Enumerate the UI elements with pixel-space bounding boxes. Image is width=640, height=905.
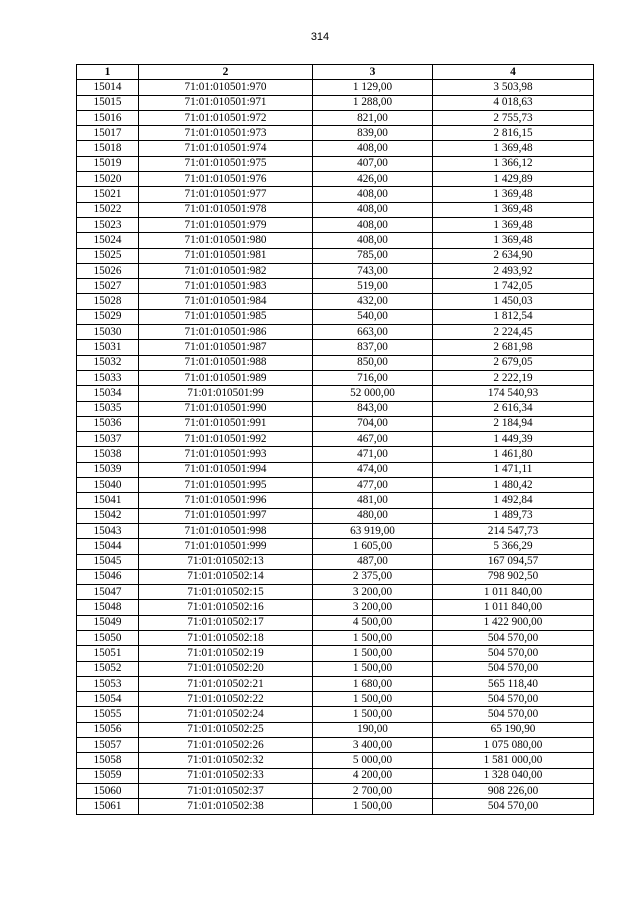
table-row	[77, 309, 594, 324]
table-row	[77, 248, 594, 263]
table-row	[77, 585, 594, 600]
cadastral-number-cell: 71:01:010502:32	[139, 753, 313, 768]
table-row	[77, 493, 594, 508]
area-cell: 1 288,00	[313, 95, 433, 110]
table-row	[77, 799, 594, 814]
area-cell: 704,00	[313, 416, 433, 431]
row-number-cell: 15049	[77, 615, 139, 630]
area-cell: 519,00	[313, 279, 433, 294]
area-cell: 1 500,00	[313, 707, 433, 722]
area-cell: 474,00	[313, 462, 433, 477]
table-row	[77, 416, 594, 431]
row-number-cell: 15030	[77, 325, 139, 340]
table-row	[77, 294, 594, 309]
area-cell: 3 200,00	[313, 585, 433, 600]
cadastral-number-cell: 71:01:010501:990	[139, 401, 313, 416]
area-cell: 432,00	[313, 294, 433, 309]
table-row	[77, 279, 594, 294]
cadastral-number-cell: 71:01:010501:992	[139, 432, 313, 447]
area-cell: 477,00	[313, 478, 433, 493]
row-number-cell: 15024	[77, 233, 139, 248]
row-number-cell: 15056	[77, 722, 139, 737]
cadastral-number-cell: 71:01:010501:988	[139, 355, 313, 370]
area-cell: 1 500,00	[313, 799, 433, 814]
value-cell: 167 094,57	[433, 554, 594, 569]
area-cell: 3 400,00	[313, 738, 433, 753]
cadastral-number-cell: 71:01:010501:972	[139, 110, 313, 125]
cadastral-number-cell: 71:01:010501:975	[139, 156, 313, 171]
cadastral-number-cell: 71:01:010502:19	[139, 646, 313, 661]
table-row	[77, 615, 594, 630]
table-row	[77, 110, 594, 125]
area-cell: 487,00	[313, 554, 433, 569]
value-cell: 908 226,00	[433, 783, 594, 798]
row-number-cell: 15053	[77, 676, 139, 691]
value-cell: 504 570,00	[433, 630, 594, 645]
value-cell: 5 366,29	[433, 539, 594, 554]
value-cell: 2 634,90	[433, 248, 594, 263]
value-cell: 504 570,00	[433, 707, 594, 722]
area-cell: 190,00	[313, 722, 433, 737]
table-row	[77, 630, 594, 645]
table-row	[77, 569, 594, 584]
area-cell: 408,00	[313, 187, 433, 202]
row-number-cell: 15026	[77, 263, 139, 278]
table-row	[77, 676, 594, 691]
row-number-cell: 15044	[77, 539, 139, 554]
cadastral-number-cell: 71:01:010501:984	[139, 294, 313, 309]
row-number-cell: 15017	[77, 126, 139, 141]
area-cell: 63 919,00	[313, 523, 433, 538]
cadastral-number-cell: 71:01:010501:995	[139, 478, 313, 493]
cadastral-number-cell: 71:01:010501:978	[139, 202, 313, 217]
table-row	[77, 478, 594, 493]
area-cell: 408,00	[313, 233, 433, 248]
table-row	[77, 217, 594, 232]
value-cell: 2 816,15	[433, 126, 594, 141]
value-cell: 1 075 080,00	[433, 738, 594, 753]
area-cell: 408,00	[313, 202, 433, 217]
value-cell: 2 616,34	[433, 401, 594, 416]
area-cell: 471,00	[313, 447, 433, 462]
value-cell: 1 328 040,00	[433, 768, 594, 783]
cadastral-number-cell: 71:01:010501:987	[139, 340, 313, 355]
row-number-cell: 15051	[77, 646, 139, 661]
cadastral-number-cell: 71:01:010501:991	[139, 416, 313, 431]
cadastral-number-cell: 71:01:010502:38	[139, 799, 313, 814]
table-row	[77, 600, 594, 615]
area-cell: 481,00	[313, 493, 433, 508]
area-cell: 2 700,00	[313, 783, 433, 798]
row-number-cell: 15031	[77, 340, 139, 355]
value-cell: 504 570,00	[433, 692, 594, 707]
cadastral-number-cell: 71:01:010501:983	[139, 279, 313, 294]
area-cell: 1 680,00	[313, 676, 433, 691]
value-cell: 504 570,00	[433, 799, 594, 814]
area-cell: 407,00	[313, 156, 433, 171]
area-cell: 426,00	[313, 172, 433, 187]
value-cell: 504 570,00	[433, 661, 594, 676]
cadastral-number-cell: 71:01:010502:24	[139, 707, 313, 722]
cadastral-number-cell: 71:01:010502:13	[139, 554, 313, 569]
row-number-cell: 15043	[77, 523, 139, 538]
table-row	[77, 80, 594, 95]
value-cell: 2 184,94	[433, 416, 594, 431]
row-number-cell: 15032	[77, 355, 139, 370]
cadastral-number-cell: 71:01:010501:982	[139, 263, 313, 278]
row-number-cell: 15021	[77, 187, 139, 202]
area-cell: 1 500,00	[313, 692, 433, 707]
area-cell: 408,00	[313, 217, 433, 232]
cadastral-number-cell: 71:01:010501:99	[139, 386, 313, 401]
table-row	[77, 187, 594, 202]
table-row	[77, 462, 594, 477]
cadastral-number-cell: 71:01:010501:980	[139, 233, 313, 248]
table-row	[77, 523, 594, 538]
value-cell: 1 492,84	[433, 493, 594, 508]
area-cell: 3 200,00	[313, 600, 433, 615]
value-cell: 65 190,90	[433, 722, 594, 737]
value-cell: 1 812,54	[433, 309, 594, 324]
table-row	[77, 386, 594, 401]
area-cell: 663,00	[313, 325, 433, 340]
row-number-cell: 15033	[77, 370, 139, 385]
cadastral-number-cell: 71:01:010502:26	[139, 738, 313, 753]
table-row	[77, 126, 594, 141]
value-cell: 1 369,48	[433, 141, 594, 156]
value-cell: 1 449,39	[433, 432, 594, 447]
value-cell: 1 461,80	[433, 447, 594, 462]
row-number-cell: 15034	[77, 386, 139, 401]
cadastral-number-cell: 71:01:010501:979	[139, 217, 313, 232]
row-number-cell: 15035	[77, 401, 139, 416]
row-number-cell: 15037	[77, 432, 139, 447]
cadastral-number-cell: 71:01:010501:971	[139, 95, 313, 110]
area-cell: 540,00	[313, 309, 433, 324]
area-cell: 785,00	[313, 248, 433, 263]
area-cell: 1 500,00	[313, 646, 433, 661]
row-number-cell: 15058	[77, 753, 139, 768]
value-cell: 1 429,89	[433, 172, 594, 187]
row-number-cell: 15040	[77, 478, 139, 493]
column-header-4: 4	[433, 65, 594, 80]
area-cell: 821,00	[313, 110, 433, 125]
cadastral-number-cell: 71:01:010501:989	[139, 370, 313, 385]
table-row	[77, 370, 594, 385]
value-cell: 1 366,12	[433, 156, 594, 171]
row-number-cell: 15038	[77, 447, 139, 462]
table-row	[77, 753, 594, 768]
table-row	[77, 355, 594, 370]
cadastral-number-cell: 71:01:010501:970	[139, 80, 313, 95]
cadastral-number-cell: 71:01:010502:15	[139, 585, 313, 600]
row-number-cell: 15050	[77, 630, 139, 645]
value-cell: 1 369,48	[433, 233, 594, 248]
area-cell: 1 605,00	[313, 539, 433, 554]
cadastral-number-cell: 71:01:010502:18	[139, 630, 313, 645]
table-row	[77, 768, 594, 783]
table-row	[77, 233, 594, 248]
value-cell: 2 493,92	[433, 263, 594, 278]
row-number-cell: 15046	[77, 569, 139, 584]
row-number-cell: 15045	[77, 554, 139, 569]
cadastral-number-cell: 71:01:010502:37	[139, 783, 313, 798]
cadastral-number-cell: 71:01:010502:33	[139, 768, 313, 783]
table-body	[77, 80, 594, 814]
table-row	[77, 202, 594, 217]
cadastral-number-cell: 71:01:010501:999	[139, 539, 313, 554]
value-cell: 1 471,11	[433, 462, 594, 477]
value-cell: 1 422 900,00	[433, 615, 594, 630]
table-row	[77, 692, 594, 707]
value-cell: 1 369,48	[433, 187, 594, 202]
row-number-cell: 15015	[77, 95, 139, 110]
row-number-cell: 15041	[77, 493, 139, 508]
value-cell: 2 222,19	[433, 370, 594, 385]
value-cell: 1 011 840,00	[433, 585, 594, 600]
area-cell: 716,00	[313, 370, 433, 385]
table-row	[77, 447, 594, 462]
row-number-cell: 15047	[77, 585, 139, 600]
table-row	[77, 340, 594, 355]
header-row	[77, 65, 594, 80]
cadastral-number-cell: 71:01:010501:976	[139, 172, 313, 187]
cadastral-number-cell: 71:01:010501:985	[139, 309, 313, 324]
cadastral-number-cell: 71:01:010501:981	[139, 248, 313, 263]
value-cell: 798 902,50	[433, 569, 594, 584]
table-row	[77, 172, 594, 187]
table-row	[77, 661, 594, 676]
table-row	[77, 554, 594, 569]
row-number-cell: 15055	[77, 707, 139, 722]
cadastral-number-cell: 71:01:010501:977	[139, 187, 313, 202]
cadastral-number-cell: 71:01:010501:997	[139, 508, 313, 523]
row-number-cell: 15028	[77, 294, 139, 309]
area-cell: 843,00	[313, 401, 433, 416]
area-cell: 2 375,00	[313, 569, 433, 584]
row-number-cell: 15057	[77, 738, 139, 753]
cadastral-number-cell: 71:01:010501:998	[139, 523, 313, 538]
value-cell: 2 679,05	[433, 355, 594, 370]
table-row	[77, 508, 594, 523]
value-cell: 504 570,00	[433, 646, 594, 661]
row-number-cell: 15061	[77, 799, 139, 814]
table-row	[77, 539, 594, 554]
area-cell: 4 500,00	[313, 615, 433, 630]
value-cell: 2 681,98	[433, 340, 594, 355]
cadastral-number-cell: 71:01:010502:14	[139, 569, 313, 584]
area-cell: 850,00	[313, 355, 433, 370]
area-cell: 743,00	[313, 263, 433, 278]
cadastral-number-cell: 71:01:010502:20	[139, 661, 313, 676]
value-cell: 3 503,98	[433, 80, 594, 95]
row-number-cell: 15036	[77, 416, 139, 431]
value-cell: 4 018,63	[433, 95, 594, 110]
table-row	[77, 325, 594, 340]
value-cell: 174 540,93	[433, 386, 594, 401]
row-number-cell: 15048	[77, 600, 139, 615]
area-cell: 4 200,00	[313, 768, 433, 783]
area-cell: 408,00	[313, 141, 433, 156]
row-number-cell: 15052	[77, 661, 139, 676]
table-row	[77, 738, 594, 753]
value-cell: 1 011 840,00	[433, 600, 594, 615]
row-number-cell: 15020	[77, 172, 139, 187]
page-number: 314	[310, 31, 330, 43]
cadastral-number-cell: 71:01:010501:996	[139, 493, 313, 508]
area-cell: 1 129,00	[313, 80, 433, 95]
table-row	[77, 141, 594, 156]
row-number-cell: 15014	[77, 80, 139, 95]
cadastral-number-cell: 71:01:010501:986	[139, 325, 313, 340]
value-cell: 1 369,48	[433, 217, 594, 232]
row-number-cell: 15039	[77, 462, 139, 477]
table-row	[77, 156, 594, 171]
value-cell: 1 369,48	[433, 202, 594, 217]
cadastral-number-cell: 71:01:010502:25	[139, 722, 313, 737]
column-header-2: 2	[139, 65, 313, 80]
value-cell: 2 755,73	[433, 110, 594, 125]
row-number-cell: 15018	[77, 141, 139, 156]
value-cell: 1 581 000,00	[433, 753, 594, 768]
table-row	[77, 95, 594, 110]
area-cell: 52 000,00	[313, 386, 433, 401]
table-row	[77, 646, 594, 661]
area-cell: 480,00	[313, 508, 433, 523]
table-row	[77, 263, 594, 278]
cadastral-number-cell: 71:01:010501:993	[139, 447, 313, 462]
table-row	[77, 401, 594, 416]
cadastral-number-cell: 71:01:010501:994	[139, 462, 313, 477]
cadastral-number-cell: 71:01:010502:17	[139, 615, 313, 630]
value-cell: 1 489,73	[433, 508, 594, 523]
value-cell: 1 480,42	[433, 478, 594, 493]
column-header-1: 1	[77, 65, 139, 80]
area-cell: 1 500,00	[313, 661, 433, 676]
table-row	[77, 432, 594, 447]
value-cell: 1 742,05	[433, 279, 594, 294]
area-cell: 839,00	[313, 126, 433, 141]
cadastral-number-cell: 71:01:010501:973	[139, 126, 313, 141]
row-number-cell: 15027	[77, 279, 139, 294]
value-cell: 214 547,73	[433, 523, 594, 538]
data-table	[76, 64, 594, 815]
row-number-cell: 15054	[77, 692, 139, 707]
row-number-cell: 15042	[77, 508, 139, 523]
table-row	[77, 722, 594, 737]
row-number-cell: 15025	[77, 248, 139, 263]
row-number-cell: 15060	[77, 783, 139, 798]
row-number-cell: 15029	[77, 309, 139, 324]
area-cell: 837,00	[313, 340, 433, 355]
area-cell: 1 500,00	[313, 630, 433, 645]
row-number-cell: 15022	[77, 202, 139, 217]
area-cell: 467,00	[313, 432, 433, 447]
value-cell: 2 224,45	[433, 325, 594, 340]
cadastral-number-cell: 71:01:010502:22	[139, 692, 313, 707]
row-number-cell: 15023	[77, 217, 139, 232]
value-cell: 565 118,40	[433, 676, 594, 691]
table-row	[77, 783, 594, 798]
column-header-3: 3	[313, 65, 433, 80]
value-cell: 1 450,03	[433, 294, 594, 309]
cadastral-number-cell: 71:01:010501:974	[139, 141, 313, 156]
area-cell: 5 000,00	[313, 753, 433, 768]
row-number-cell: 15019	[77, 156, 139, 171]
row-number-cell: 15059	[77, 768, 139, 783]
table-row	[77, 707, 594, 722]
row-number-cell: 15016	[77, 110, 139, 125]
cadastral-number-cell: 71:01:010502:21	[139, 676, 313, 691]
cadastral-number-cell: 71:01:010502:16	[139, 600, 313, 615]
